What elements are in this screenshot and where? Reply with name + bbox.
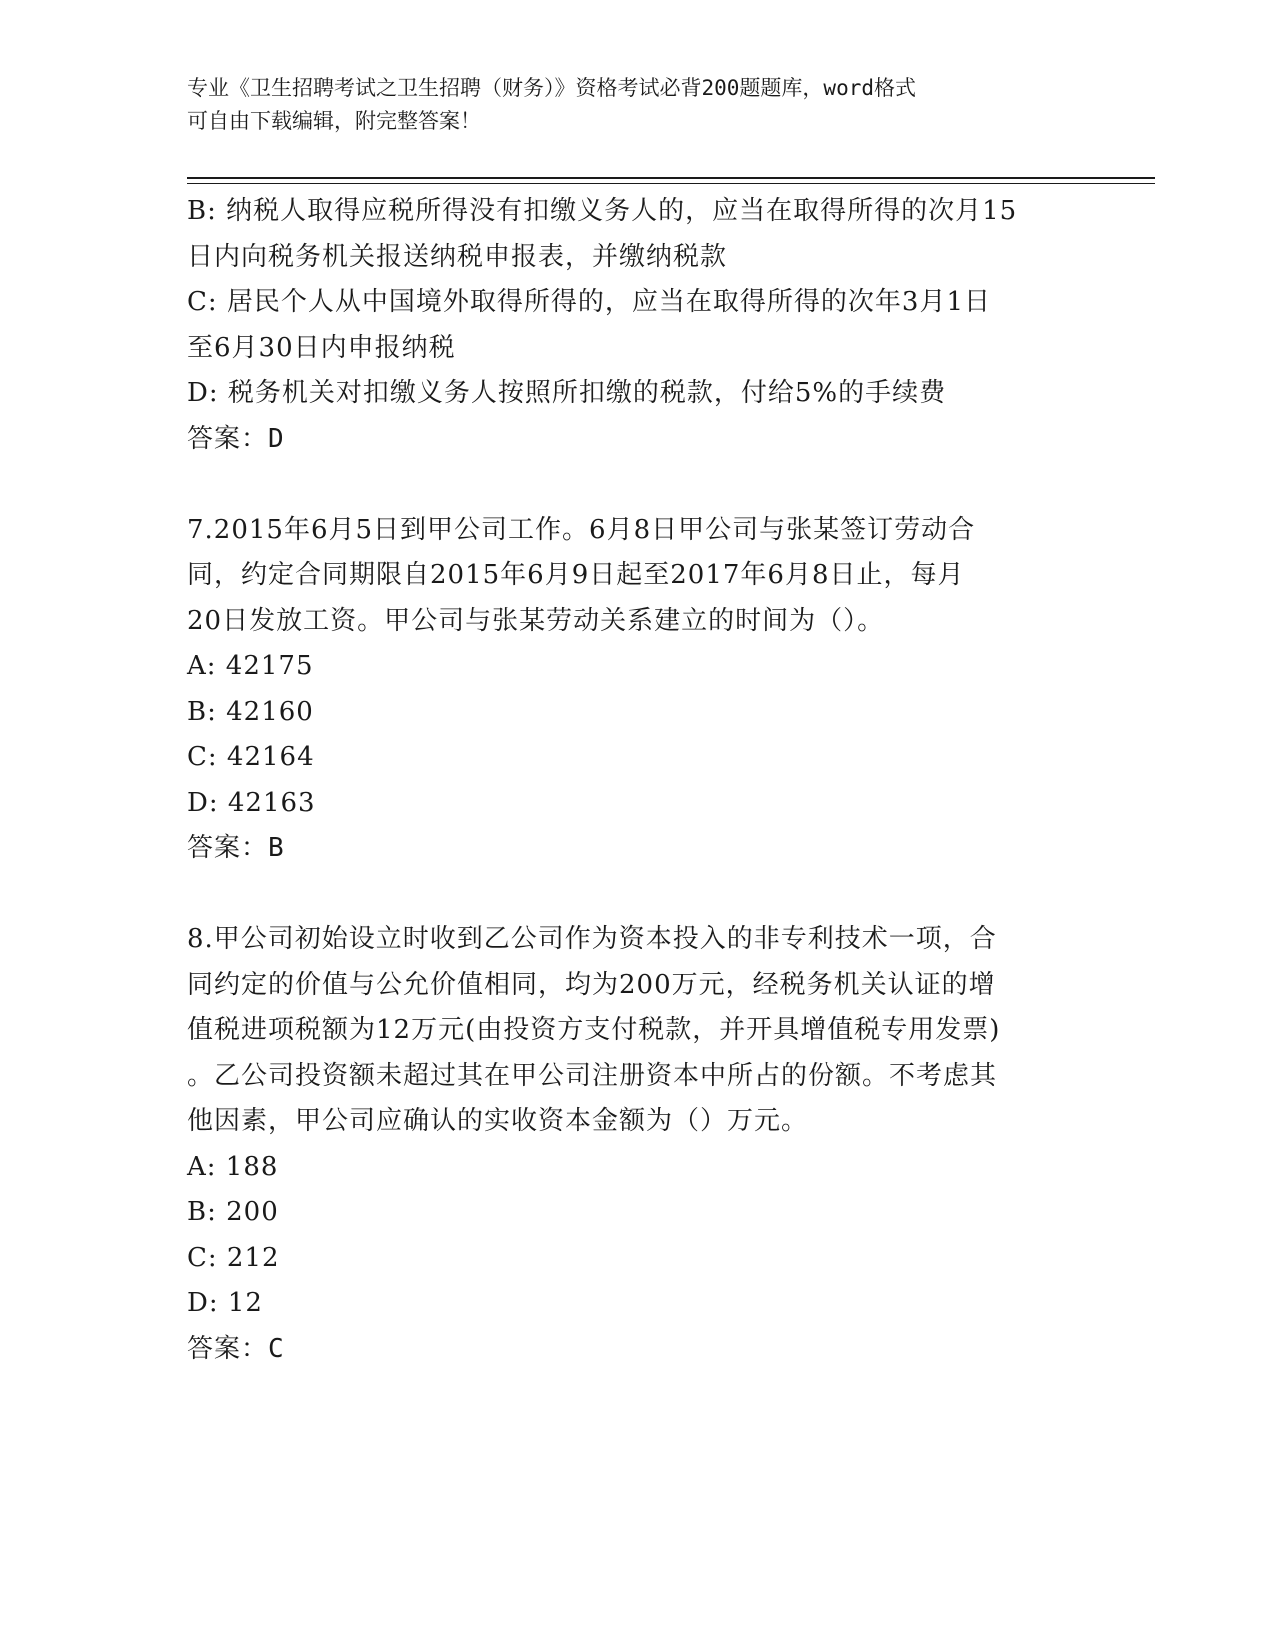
q8-option-a: A: 188 — [187, 1151, 279, 1182]
q8-stem-line-2: 同约定的价值与公允价值相同，均为200万元，经税务机关认证的增 — [187, 969, 996, 1000]
q7-option-b: B: 42160 — [187, 696, 314, 727]
question-7-block — [187, 508, 1077, 872]
q7-option-a: A: 42175 — [187, 651, 314, 681]
header-divider-thin — [187, 183, 1155, 184]
q8-stem-line-1: 8.甲公司初始设立时收到乙公司作为资本投入的非专利技术一项，合 — [187, 924, 997, 954]
q8-option-c: C: 212 — [187, 1242, 280, 1273]
q6-option-b-line-2: 日内向税务机关报送纳税申报表，并缴纳税款 — [187, 241, 728, 272]
question-6-block — [187, 189, 1077, 462]
q7-stem-line-3: 20日发放工资。甲公司与张某劳动关系建立的时间为（）。 — [187, 605, 885, 636]
q6-option-d: D: 税务机关对扣缴义务人按照所扣缴的税款，付给5%的手续费 — [187, 378, 947, 408]
q7-option-c: C: 42164 — [187, 742, 315, 772]
q7-answer: 答案：B — [187, 833, 285, 863]
q8-stem-line-3: 值税进项税额为12万元(由投资方支付税款，并开具增值税专用发票) — [187, 1015, 1001, 1045]
q8-option-b: B: 200 — [187, 1197, 279, 1227]
q6-option-c-line-2: 至6月30日内申报纳税 — [187, 332, 456, 363]
document-header — [187, 72, 1087, 138]
header-divider-thick — [187, 177, 1155, 179]
spacer — [187, 462, 1077, 508]
q6-option-b-line-1: B: 纳税人取得应税所得没有扣缴义务人的，应当在取得所得的次月15 — [187, 196, 1018, 226]
document-body — [187, 189, 1077, 1372]
q7-stem-line-1: 7.2015年6月5日到甲公司工作。6月8日甲公司与张某签订劳动合 — [187, 514, 976, 545]
question-8-block — [187, 917, 1077, 1372]
q8-answer: 答案：C — [187, 1333, 285, 1364]
q7-stem-line-2: 同，约定合同期限自2015年6月9日起至2017年6月8日止，每月 — [187, 560, 965, 590]
q6-option-c-line-1: C: 居民个人从中国境外取得所得的，应当在取得所得的次年3月1日 — [187, 287, 992, 317]
q6-answer: 答案：D — [187, 423, 285, 454]
q8-stem-line-4: 。乙公司投资额未超过其在甲公司注册资本中所占的份额。不考虑其 — [187, 1060, 998, 1091]
q7-option-d: D: 42163 — [187, 787, 316, 818]
header-line-2: 可自由下载编辑，附完整答案！ — [187, 109, 481, 133]
header-line-1: 专业《卫生招聘考试之卫生招聘（财务）》资格考试必背200题题库，word格式 — [187, 76, 916, 100]
spacer — [187, 872, 1077, 918]
q8-option-d: D: 12 — [187, 1288, 263, 1318]
q8-stem-line-5: 他因素，甲公司应确认的实收资本金额为（）万元。 — [187, 1106, 809, 1136]
